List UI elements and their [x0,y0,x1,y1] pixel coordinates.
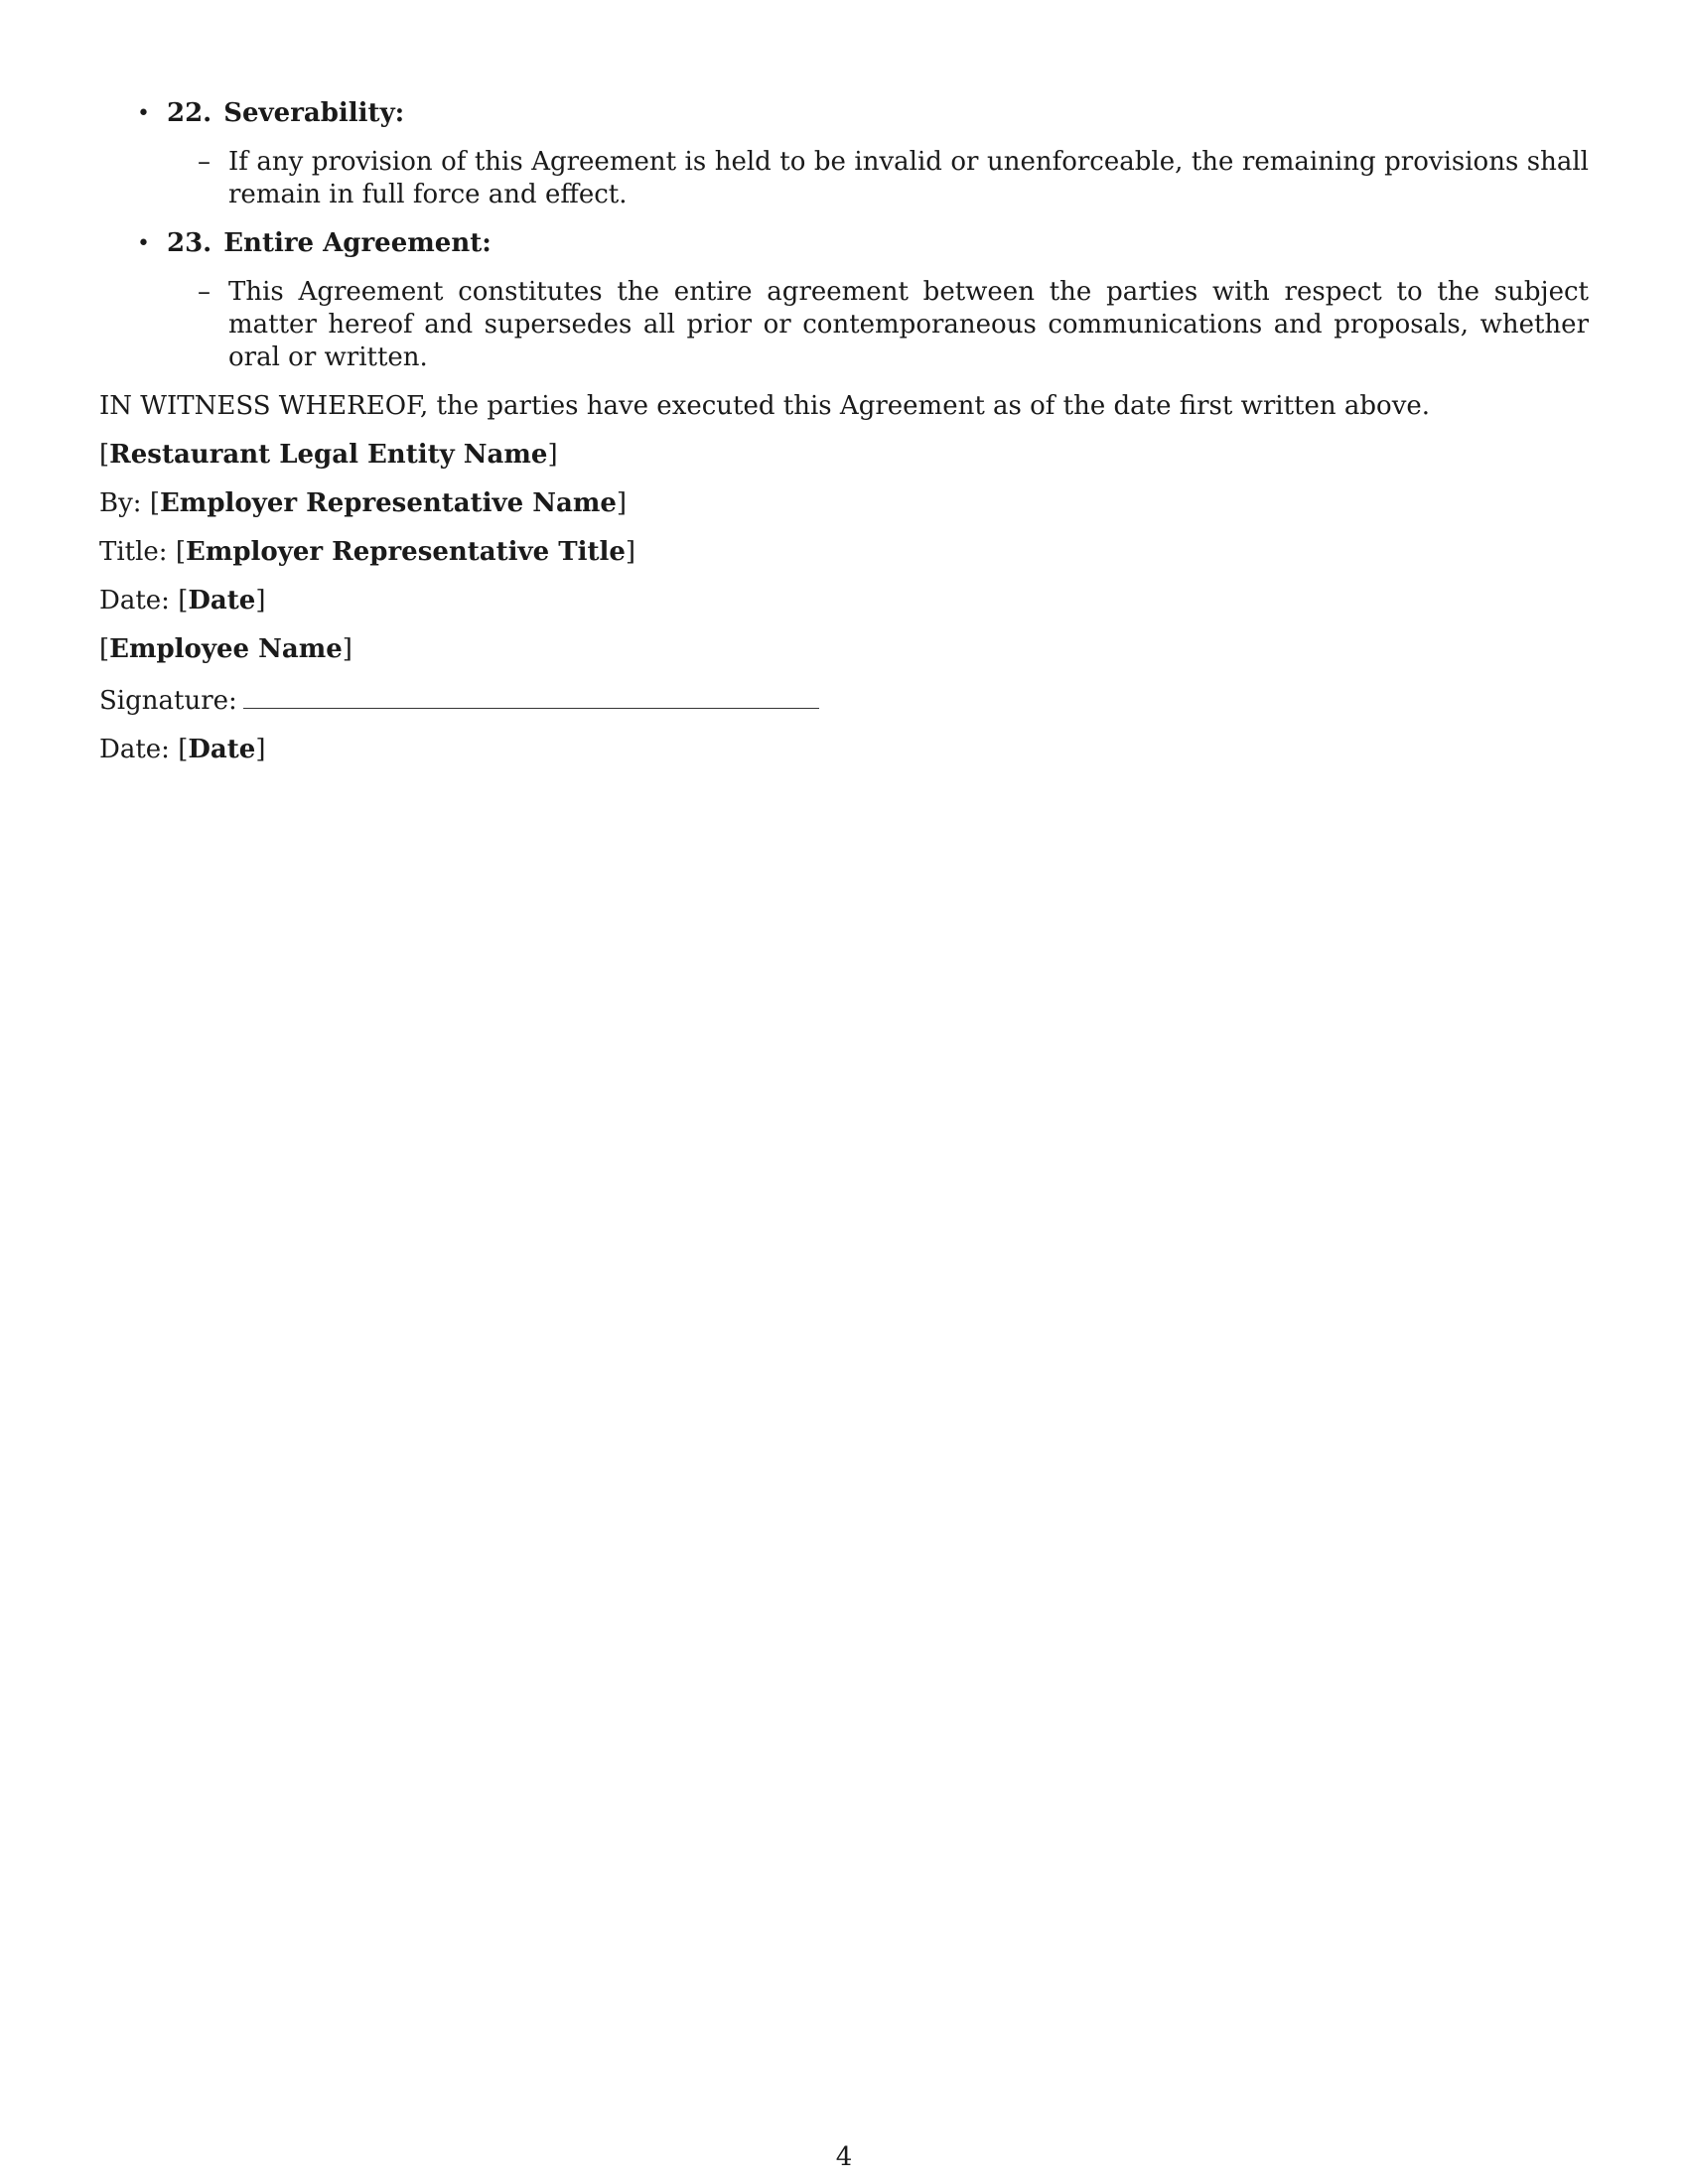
employer-representative-title: Employer Representative Title [186,537,626,567]
date-label: Date: [99,735,170,764]
employer-by-line: By: [Employer Representative Name] [99,488,628,518]
bullet-icon: • [137,101,150,126]
employee-signature-line [99,682,1589,718]
employer-date-line: Date: [Date] [99,586,266,615]
date-label: Date: [99,586,170,615]
section-heading: Entire Agreement: [223,228,492,258]
employer-entity-name: [Restaurant Legal Entity Name] [99,440,558,470]
by-label: By: [99,488,142,518]
employee-name: [Employee Name] [99,634,352,664]
section-item-text: This Agreement constitutes the entire agreement between the parties with respect to the subject matter hereof and supersedes all prior or contemporaneous communications and proposals, whether oral or written. [228,277,1589,372]
section-severability [137,97,1589,211]
section-number: 22. [167,98,212,128]
section-entire-agreement [137,227,1589,374]
section-item-text: If any provision of this Agreement is held to be invalid or unenforceable, the remaining provisions shall remain in full force and effect. [228,147,1589,209]
section-heading: Severability: [223,98,405,128]
title-label: Title: [99,537,168,567]
employee-name-text: Employee Name [109,634,343,664]
section-number: 23. [167,228,212,258]
employee-date-line: Date: [Date] [99,735,266,764]
section-item [198,146,1589,211]
dash-icon: – [198,277,211,307]
witness-statement: IN WITNESS WHEREOF, the parties have executed this Agreement as of the date first written above. [99,391,1431,421]
employer-entity-name-text: Restaurant Legal Entity Name [109,440,548,470]
employer-representative-name: Employer Representative Name [159,488,617,518]
employee-date: Date [188,735,256,764]
employer-title-line: Title: [Employer Representative Title] [99,537,636,567]
signature-field[interactable] [243,682,819,709]
signature-label: Signature: [99,686,237,716]
employer-date: Date [188,586,256,615]
section-title [167,97,1589,130]
section-title [167,227,1589,260]
page-number: 4 [835,2142,853,2172]
section-item [198,276,1589,374]
dash-icon: – [198,147,211,177]
document-content [99,97,1589,782]
bullet-icon: • [137,231,150,256]
